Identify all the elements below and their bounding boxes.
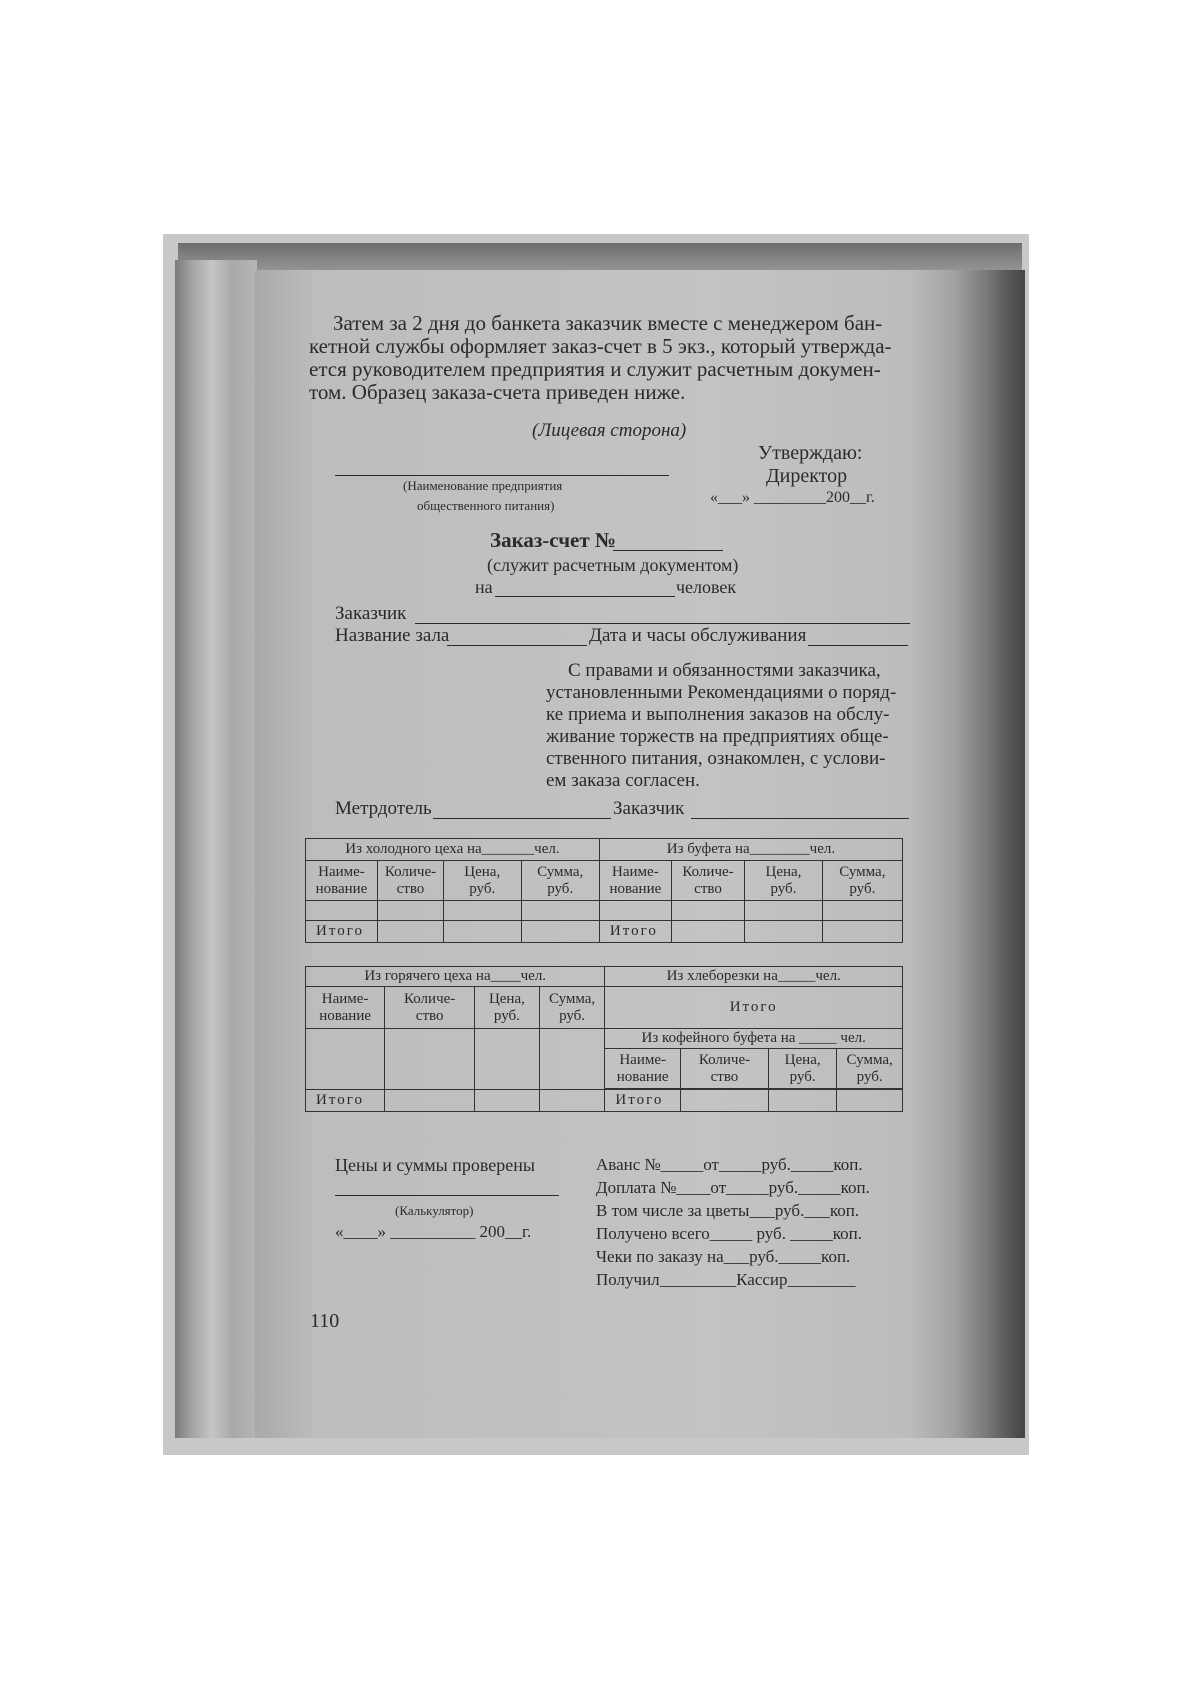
bread-total: Итого xyxy=(605,987,903,1029)
col-sum: Сумма, руб. xyxy=(521,861,599,901)
consent-line-3: ке приема и выполнения заказов на обслу- xyxy=(546,704,890,725)
book-page-edges xyxy=(175,260,257,1438)
total-label: Итого xyxy=(306,1090,385,1112)
payment-line-1: Аванс №_____от_____руб._____коп. xyxy=(596,1155,863,1174)
calculator-line xyxy=(335,1195,559,1196)
consent-line-1: С правами и обязанностями заказчика, xyxy=(568,660,881,681)
maitre-line xyxy=(433,818,611,819)
bread-header: Из хлеборезки на_____чел. xyxy=(605,967,903,987)
table-cold-buffet xyxy=(305,838,903,943)
book-page xyxy=(255,270,1025,1438)
col-sum: Сумма, руб. xyxy=(837,1049,903,1089)
approve-date: «___» _________200__г. xyxy=(710,489,875,506)
hall-line xyxy=(447,645,587,646)
col-qty: Количе- ство xyxy=(377,861,443,901)
col-name: Наиме- нование xyxy=(306,987,385,1029)
persons-suffix: человек xyxy=(676,577,737,597)
datetime-label: Дата и часы обслуживания xyxy=(589,625,807,646)
org-caption-2: общественного питания) xyxy=(417,498,555,513)
col-name: Наиме- нование xyxy=(605,1049,681,1089)
intro-line-3: ется руководителем предприятия и служит расчетным докумен- xyxy=(309,357,881,381)
hall-label: Название зала xyxy=(335,625,450,646)
cold-shop-header: Из холодного цеха на_______чел. xyxy=(306,839,600,861)
col-name: Наиме- нование xyxy=(599,861,671,901)
persons-line xyxy=(495,596,675,597)
col-qty: Количе- ство xyxy=(385,987,475,1029)
col-price: Цена, руб. xyxy=(745,861,823,901)
approve-title: Утверждаю: xyxy=(758,442,863,464)
payment-line-3: В том числе за цветы___руб.___коп. xyxy=(596,1201,860,1220)
form-subtitle: (служит расчетным документом) xyxy=(487,555,739,575)
calculator-date: «____» __________ 200__г. xyxy=(335,1222,532,1241)
payment-line-2: Доплата №____от_____руб._____коп. xyxy=(596,1178,870,1197)
persons-prefix: на xyxy=(475,577,493,597)
intro-line-1: Затем за 2 дня до банкета заказчик вместе с менеджером бан- xyxy=(333,311,883,335)
col-price: Цена, руб. xyxy=(768,1049,836,1089)
page-shadow xyxy=(955,270,1025,1438)
customer-label: Заказчик xyxy=(335,603,407,624)
col-price: Цена, руб. xyxy=(475,987,540,1029)
col-qty: Количе- ство xyxy=(671,861,744,901)
sign-customer-line xyxy=(691,818,909,819)
col-name: Наиме- нование xyxy=(306,861,378,901)
col-sum: Сумма, руб. xyxy=(539,987,605,1029)
total-label: Итого xyxy=(605,1090,681,1112)
intro-line-2: кетной службы оформляет заказ-счет в 5 экз., который утвержда- xyxy=(309,334,892,358)
table-hot-bread-coffee xyxy=(305,966,903,1112)
consent-line-5: ственного питания, ознакомлен, с услови- xyxy=(546,748,886,769)
col-qty: Количе- ство xyxy=(680,1049,768,1089)
page-number: 110 xyxy=(310,1310,340,1332)
org-caption-1: (Наименование предприятия xyxy=(403,478,563,493)
payment-line-5: Чеки по заказу на___руб._____коп. xyxy=(596,1247,851,1266)
consent-line-2: установленными Рекомендациями о поряд- xyxy=(546,682,897,703)
payment-line-4: Получено всего_____ руб. _____коп. xyxy=(596,1224,862,1243)
col-price: Цена, руб. xyxy=(444,861,522,901)
coffee-header: Из кофейного буфета на _____ чел. xyxy=(605,1029,903,1049)
checked-label: Цены и суммы проверены xyxy=(335,1155,535,1175)
org-name-line xyxy=(335,475,669,476)
intro-line-4: том. Образец заказа-счета приведен ниже. xyxy=(309,380,686,404)
customer-line xyxy=(415,623,910,624)
total-label: Итого xyxy=(599,921,671,943)
calculator-caption: (Калькулятор) xyxy=(395,1203,474,1218)
sign-customer-label: Заказчик xyxy=(613,798,685,819)
col-sum: Сумма, руб. xyxy=(822,861,902,901)
buffet-header: Из буфета на________чел. xyxy=(599,839,902,861)
table-row xyxy=(306,901,903,921)
form-title: Заказ-счет № xyxy=(490,528,617,552)
approve-role: Директор xyxy=(766,465,848,487)
payment-line-6: Получил_________Кассир________ xyxy=(596,1270,856,1289)
total-label: Итого xyxy=(306,921,378,943)
consent-line-6: ем заказа согласен. xyxy=(546,770,700,791)
form-number-line xyxy=(613,550,723,551)
hot-shop-header: Из горячего цеха на____чел. xyxy=(306,967,605,987)
consent-line-4: живание торжеств на предприятиях обще- xyxy=(546,726,889,747)
side-label: (Лицевая сторона) xyxy=(532,420,687,441)
maitre-label: Метрдотель xyxy=(335,798,432,819)
datetime-line xyxy=(808,645,908,646)
